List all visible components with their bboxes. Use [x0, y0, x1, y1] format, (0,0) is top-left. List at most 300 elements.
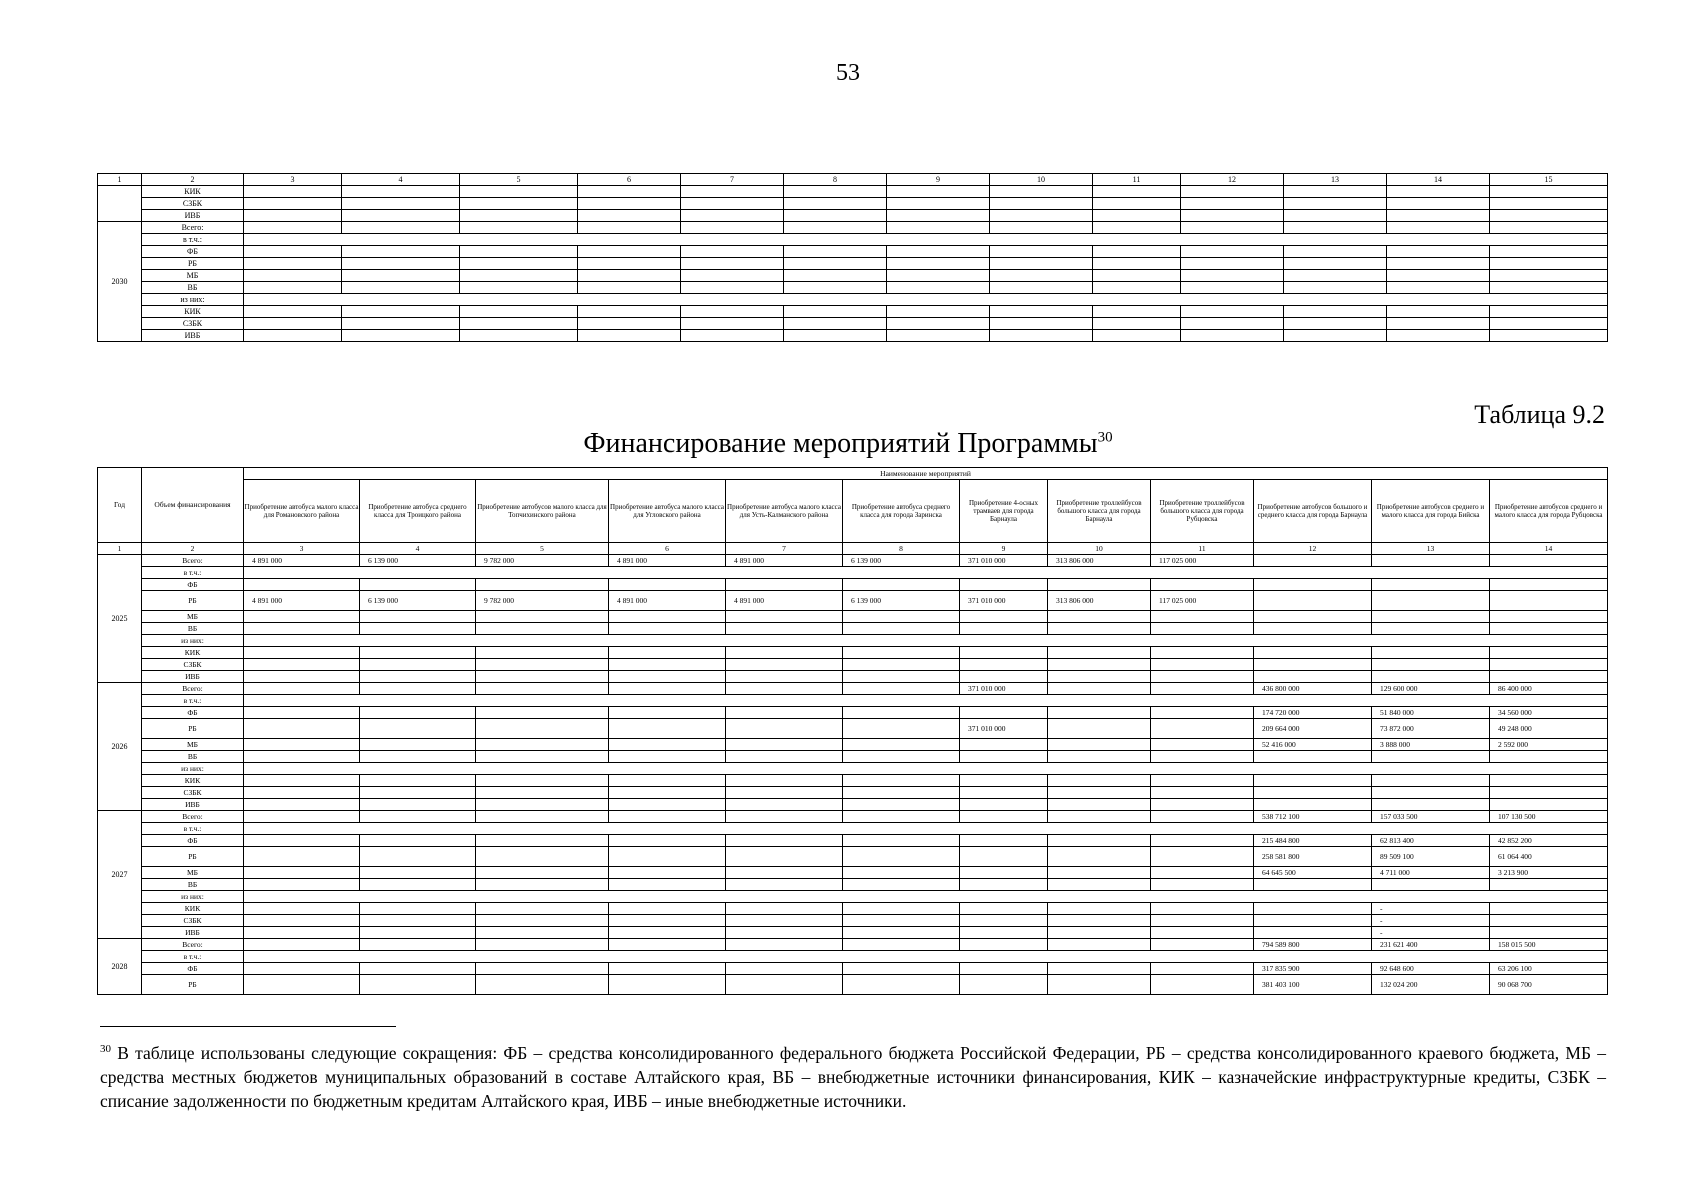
- column-number: 2: [142, 543, 244, 555]
- value-cell: [1254, 751, 1372, 763]
- value-cell: 117 025 000: [1151, 591, 1254, 611]
- value-cell: [1048, 739, 1151, 751]
- table-row: [98, 306, 1608, 318]
- value-cell: [1254, 903, 1372, 915]
- table-cell: [887, 210, 990, 222]
- value-cell: [1254, 591, 1372, 611]
- value-cell: [1151, 775, 1254, 787]
- value-cell: [960, 647, 1048, 659]
- value-cell: [843, 975, 960, 995]
- value-cell: 4 891 000: [244, 555, 360, 567]
- value-cell: [843, 867, 960, 879]
- table-cell: [244, 318, 342, 330]
- value-cell: [1048, 647, 1151, 659]
- value-cell: 174 720 000: [1254, 707, 1372, 719]
- table-cell: [244, 823, 1608, 835]
- value-cell: [1151, 975, 1254, 995]
- value-cell: [843, 751, 960, 763]
- table-cell: [244, 234, 1608, 246]
- value-cell: 64 645 500: [1254, 867, 1372, 879]
- table-row: [98, 835, 1608, 847]
- row-label: ВБ: [142, 751, 244, 763]
- table-cell: [990, 198, 1093, 210]
- table-cell: [1181, 270, 1284, 282]
- value-cell: 63 206 100: [1490, 963, 1608, 975]
- value-cell: 4 711 000: [1372, 867, 1490, 879]
- column-number-row: [98, 174, 1608, 186]
- table-cell: [1490, 210, 1608, 222]
- table-row: [98, 210, 1608, 222]
- value-cell: [1372, 647, 1490, 659]
- value-cell: [726, 903, 843, 915]
- value-cell: 34 560 000: [1490, 707, 1608, 719]
- value-cell: 4 891 000: [609, 555, 726, 567]
- value-cell: 6 139 000: [360, 555, 476, 567]
- table-cell: [244, 330, 342, 342]
- value-cell: [1151, 939, 1254, 951]
- table-cell: [342, 198, 460, 210]
- table-cell: [1284, 330, 1387, 342]
- value-cell: [1048, 963, 1151, 975]
- row-label: МБ: [142, 270, 244, 282]
- table-cell: [681, 270, 784, 282]
- value-cell: [726, 963, 843, 975]
- value-cell: [609, 659, 726, 671]
- value-cell: [726, 867, 843, 879]
- value-cell: [244, 611, 360, 623]
- value-cell: [360, 939, 476, 951]
- value-cell: [960, 671, 1048, 683]
- value-cell: [1490, 787, 1608, 799]
- table-cell: [342, 306, 460, 318]
- table-cell: [578, 210, 681, 222]
- value-cell: [1151, 847, 1254, 867]
- value-cell: [360, 739, 476, 751]
- value-cell: [1490, 775, 1608, 787]
- value-cell: [960, 787, 1048, 799]
- table-cell: [244, 951, 1608, 963]
- table-cell: [990, 330, 1093, 342]
- value-cell: [1372, 579, 1490, 591]
- value-cell: [360, 787, 476, 799]
- table-row: [98, 695, 1608, 707]
- value-cell: 51 840 000: [1372, 707, 1490, 719]
- row-label: Всего:: [142, 811, 244, 823]
- table-cell: [784, 330, 887, 342]
- value-cell: [1490, 927, 1608, 939]
- table-row: [98, 707, 1608, 719]
- value-cell: [1254, 579, 1372, 591]
- value-cell: 4 891 000: [609, 591, 726, 611]
- row-label: ФБ: [142, 963, 244, 975]
- table-cell: [1093, 198, 1181, 210]
- table-cell: [784, 270, 887, 282]
- row-label: Всего:: [142, 555, 244, 567]
- table-cell: [887, 282, 990, 294]
- value-cell: [1490, 751, 1608, 763]
- value-cell: [609, 647, 726, 659]
- table-cell: [784, 258, 887, 270]
- table-cell: [784, 222, 887, 234]
- value-cell: 3 213 900: [1490, 867, 1608, 879]
- table-row: [98, 799, 1608, 811]
- value-cell: [726, 579, 843, 591]
- row-label: РБ: [142, 591, 244, 611]
- table-row: [98, 903, 1608, 915]
- table-cell: [887, 258, 990, 270]
- row-label: ФБ: [142, 835, 244, 847]
- value-cell: [609, 787, 726, 799]
- value-cell: [1048, 903, 1151, 915]
- column-number: 1: [98, 543, 142, 555]
- table-cell: [244, 695, 1608, 707]
- value-cell: [1151, 739, 1254, 751]
- table-cell: [1387, 330, 1490, 342]
- table-row: [98, 330, 1608, 342]
- table-cell: [681, 282, 784, 294]
- value-cell: [843, 903, 960, 915]
- table-cell: [1181, 210, 1284, 222]
- row-label: СЗБК: [142, 787, 244, 799]
- header-group: Наименование мероприятий: [244, 468, 1608, 480]
- value-cell: [1048, 719, 1151, 739]
- table-cell: [784, 282, 887, 294]
- column-header: Приобретение автобуса среднего класса для Троицкого района: [360, 480, 476, 543]
- table-cell: [244, 258, 342, 270]
- value-cell: [960, 867, 1048, 879]
- row-label: Всего:: [142, 222, 244, 234]
- row-label: Всего:: [142, 683, 244, 695]
- table-cell: [1387, 282, 1490, 294]
- value-cell: [1151, 751, 1254, 763]
- row-label: СЗБК: [142, 915, 244, 927]
- value-cell: [244, 659, 360, 671]
- value-cell: [244, 579, 360, 591]
- value-cell: [960, 811, 1048, 823]
- table-cell: [1387, 198, 1490, 210]
- value-cell: [960, 799, 1048, 811]
- table-row: [98, 635, 1608, 647]
- table-cell: [1181, 198, 1284, 210]
- table-row: [98, 258, 1608, 270]
- value-cell: 313 806 000: [1048, 591, 1151, 611]
- value-cell: [244, 903, 360, 915]
- value-cell: [1048, 671, 1151, 683]
- table-cell: [784, 306, 887, 318]
- value-cell: [726, 775, 843, 787]
- table-cell: [342, 210, 460, 222]
- column-number: 6: [578, 174, 681, 186]
- table-cell: [887, 330, 990, 342]
- value-cell: [1254, 659, 1372, 671]
- value-cell: [609, 939, 726, 951]
- value-cell: [360, 927, 476, 939]
- table-cell: [1181, 330, 1284, 342]
- row-label: СЗБК: [142, 659, 244, 671]
- table-cell: [1093, 246, 1181, 258]
- table-cell: [578, 246, 681, 258]
- value-cell: [476, 671, 609, 683]
- table-cell: [1490, 222, 1608, 234]
- value-cell: [726, 879, 843, 891]
- value-cell: [843, 787, 960, 799]
- header-row: [98, 480, 1608, 543]
- value-cell: [244, 799, 360, 811]
- value-cell: [609, 879, 726, 891]
- table-cell: [1284, 270, 1387, 282]
- table-cell: [342, 222, 460, 234]
- table-cell: [460, 246, 578, 258]
- value-cell: [1151, 963, 1254, 975]
- column-header: Приобретение автобусов среднего и малого класса для города Рубцовска: [1490, 480, 1608, 543]
- value-cell: [244, 775, 360, 787]
- value-cell: [1048, 751, 1151, 763]
- value-cell: [476, 963, 609, 975]
- value-cell: [843, 835, 960, 847]
- row-label: СЗБК: [142, 318, 244, 330]
- table-cell: [244, 294, 1608, 306]
- value-cell: [960, 659, 1048, 671]
- value-cell: [960, 879, 1048, 891]
- value-cell: [1490, 915, 1608, 927]
- table-cell: [1490, 306, 1608, 318]
- table-cell: [1490, 258, 1608, 270]
- table-cell: [342, 258, 460, 270]
- row-label: МБ: [142, 611, 244, 623]
- value-cell: [1048, 867, 1151, 879]
- table-row: [98, 222, 1608, 234]
- value-cell: [244, 847, 360, 867]
- value-cell: [1048, 707, 1151, 719]
- table-cell: [1387, 318, 1490, 330]
- value-cell: [1151, 683, 1254, 695]
- table-cell: [784, 210, 887, 222]
- value-cell: [1048, 915, 1151, 927]
- value-cell: 89 509 100: [1372, 847, 1490, 867]
- value-cell: [1490, 879, 1608, 891]
- value-cell: [1254, 915, 1372, 927]
- table-cell: [990, 258, 1093, 270]
- value-cell: [1151, 671, 1254, 683]
- table-row: [98, 294, 1608, 306]
- table-cell: [887, 186, 990, 198]
- value-cell: [476, 683, 609, 695]
- value-cell: [244, 671, 360, 683]
- table-row: [98, 763, 1608, 775]
- value-cell: [360, 799, 476, 811]
- value-cell: [360, 847, 476, 867]
- row-label: ФБ: [142, 707, 244, 719]
- value-cell: [609, 579, 726, 591]
- row-label: ИВБ: [142, 799, 244, 811]
- table-cell: [990, 306, 1093, 318]
- value-cell: [609, 775, 726, 787]
- value-cell: [609, 975, 726, 995]
- table-cell: [578, 270, 681, 282]
- table-cell: [578, 282, 681, 294]
- table-row: [98, 879, 1608, 891]
- value-cell: [1490, 903, 1608, 915]
- table-cell: [244, 246, 342, 258]
- value-cell: [726, 671, 843, 683]
- table-cell: [1490, 246, 1608, 258]
- value-cell: [609, 719, 726, 739]
- table-cell: [460, 306, 578, 318]
- value-cell: [960, 579, 1048, 591]
- value-cell: 52 416 000: [1254, 739, 1372, 751]
- table-cell: [1181, 186, 1284, 198]
- table-row: [98, 751, 1608, 763]
- value-cell: [609, 751, 726, 763]
- value-cell: [476, 879, 609, 891]
- value-cell: 209 664 000: [1254, 719, 1372, 739]
- table-cell: [784, 186, 887, 198]
- value-cell: [609, 683, 726, 695]
- value-cell: [609, 867, 726, 879]
- table-cell: [681, 306, 784, 318]
- value-cell: [726, 623, 843, 635]
- table-cell: [681, 186, 784, 198]
- table-cell: [681, 222, 784, 234]
- column-header: Приобретение автобусов среднего и малого класса для города Бийска: [1372, 480, 1490, 543]
- row-label: РБ: [142, 719, 244, 739]
- value-cell: [609, 671, 726, 683]
- value-cell: [476, 739, 609, 751]
- value-cell: [1151, 903, 1254, 915]
- value-cell: [726, 811, 843, 823]
- value-cell: [476, 751, 609, 763]
- value-cell: [1048, 579, 1151, 591]
- table-cell: [1093, 186, 1181, 198]
- column-number: 9: [960, 543, 1048, 555]
- table-cell: [1093, 270, 1181, 282]
- column-header: Приобретение 4-осных трамваев для города Барнаула: [960, 480, 1048, 543]
- value-cell: 6 139 000: [843, 591, 960, 611]
- table-cell: [1284, 222, 1387, 234]
- table-cell: [578, 222, 681, 234]
- value-cell: 215 484 800: [1254, 835, 1372, 847]
- table-cell: [1093, 258, 1181, 270]
- table-cell: [244, 282, 342, 294]
- table-cell: [1490, 186, 1608, 198]
- table-cell: [578, 330, 681, 342]
- row-label: КИК: [142, 186, 244, 198]
- column-number: 7: [681, 174, 784, 186]
- table-cell: [1093, 318, 1181, 330]
- table-row: [98, 775, 1608, 787]
- value-cell: [1490, 611, 1608, 623]
- table-cell: [1284, 186, 1387, 198]
- table-row: [98, 234, 1608, 246]
- column-header: Приобретение автобуса среднего класса для города Заринска: [843, 480, 960, 543]
- column-number: 15: [1490, 174, 1608, 186]
- value-cell: [1254, 775, 1372, 787]
- value-cell: [360, 915, 476, 927]
- financing-table: [97, 467, 1608, 995]
- value-cell: [1254, 879, 1372, 891]
- row-label: РБ: [142, 258, 244, 270]
- table-cell: [681, 246, 784, 258]
- value-cell: 794 589 800: [1254, 939, 1372, 951]
- value-cell: 6 139 000: [843, 555, 960, 567]
- value-cell: [843, 811, 960, 823]
- value-cell: [1372, 611, 1490, 623]
- value-cell: [609, 835, 726, 847]
- value-cell: [1048, 799, 1151, 811]
- table-cell: [578, 186, 681, 198]
- table-cell: [1284, 198, 1387, 210]
- value-cell: 4 891 000: [244, 591, 360, 611]
- column-number-row: [98, 543, 1608, 555]
- row-label: ИВБ: [142, 330, 244, 342]
- table-cell: [1387, 210, 1490, 222]
- value-cell: 371 010 000: [960, 719, 1048, 739]
- column-number: 14: [1490, 543, 1608, 555]
- table-cell: [1093, 222, 1181, 234]
- value-cell: 158 015 500: [1490, 939, 1608, 951]
- table-cell: [1387, 258, 1490, 270]
- table-cell: [681, 330, 784, 342]
- table-cell: [887, 222, 990, 234]
- value-cell: [1048, 787, 1151, 799]
- table-row: [98, 579, 1608, 591]
- value-cell: [476, 719, 609, 739]
- value-cell: [476, 623, 609, 635]
- column-number: 13: [1284, 174, 1387, 186]
- value-cell: [360, 579, 476, 591]
- page-number: 53: [836, 60, 860, 86]
- value-cell: [1048, 939, 1151, 951]
- table-row: [98, 591, 1608, 611]
- table-cell: [342, 270, 460, 282]
- value-cell: [609, 623, 726, 635]
- value-cell: [726, 927, 843, 939]
- value-cell: [1048, 975, 1151, 995]
- value-cell: [360, 611, 476, 623]
- value-cell: [1048, 611, 1151, 623]
- row-label: КИК: [142, 306, 244, 318]
- value-cell: [1048, 659, 1151, 671]
- header-row: [98, 468, 1608, 480]
- value-cell: [244, 647, 360, 659]
- value-cell: [960, 835, 1048, 847]
- value-cell: [609, 811, 726, 823]
- value-cell: [1372, 879, 1490, 891]
- value-cell: [843, 647, 960, 659]
- value-cell: [609, 915, 726, 927]
- column-number: 7: [726, 543, 843, 555]
- value-cell: [1372, 775, 1490, 787]
- value-cell: [1048, 683, 1151, 695]
- value-cell: [726, 611, 843, 623]
- value-cell: [1490, 799, 1608, 811]
- value-cell: [843, 963, 960, 975]
- table-cell: [681, 318, 784, 330]
- table-cell: [1181, 258, 1284, 270]
- value-cell: [609, 847, 726, 867]
- table-cell: [244, 567, 1608, 579]
- column-number: 9: [887, 174, 990, 186]
- value-cell: 61 064 400: [1490, 847, 1608, 867]
- table-row: [98, 867, 1608, 879]
- value-cell: 86 400 000: [1490, 683, 1608, 695]
- value-cell: 317 835 900: [1254, 963, 1372, 975]
- value-cell: 107 130 500: [1490, 811, 1608, 823]
- column-header: Приобретение автобуса малого класса для Романовского района: [244, 480, 360, 543]
- year-cell: 2026: [98, 683, 142, 811]
- footnote-text: В таблице использованы следующие сокращения: ФБ – средства консолидированного федерального бюджета Российской Федерации, РБ – средства консолидированного краевого бюджета, МБ – средства местных бюджетов муниципальных образований в составе Алтайского края, ВБ – внебюджетные источники финансирования, КИК – казначейские инфраструктурные кредиты, СЗБК – списание задолженности по бюджетным кредитам Алтайского края, ИВБ – иные внебюджетные источники.: [100, 1042, 1606, 1111]
- table-cell: [681, 198, 784, 210]
